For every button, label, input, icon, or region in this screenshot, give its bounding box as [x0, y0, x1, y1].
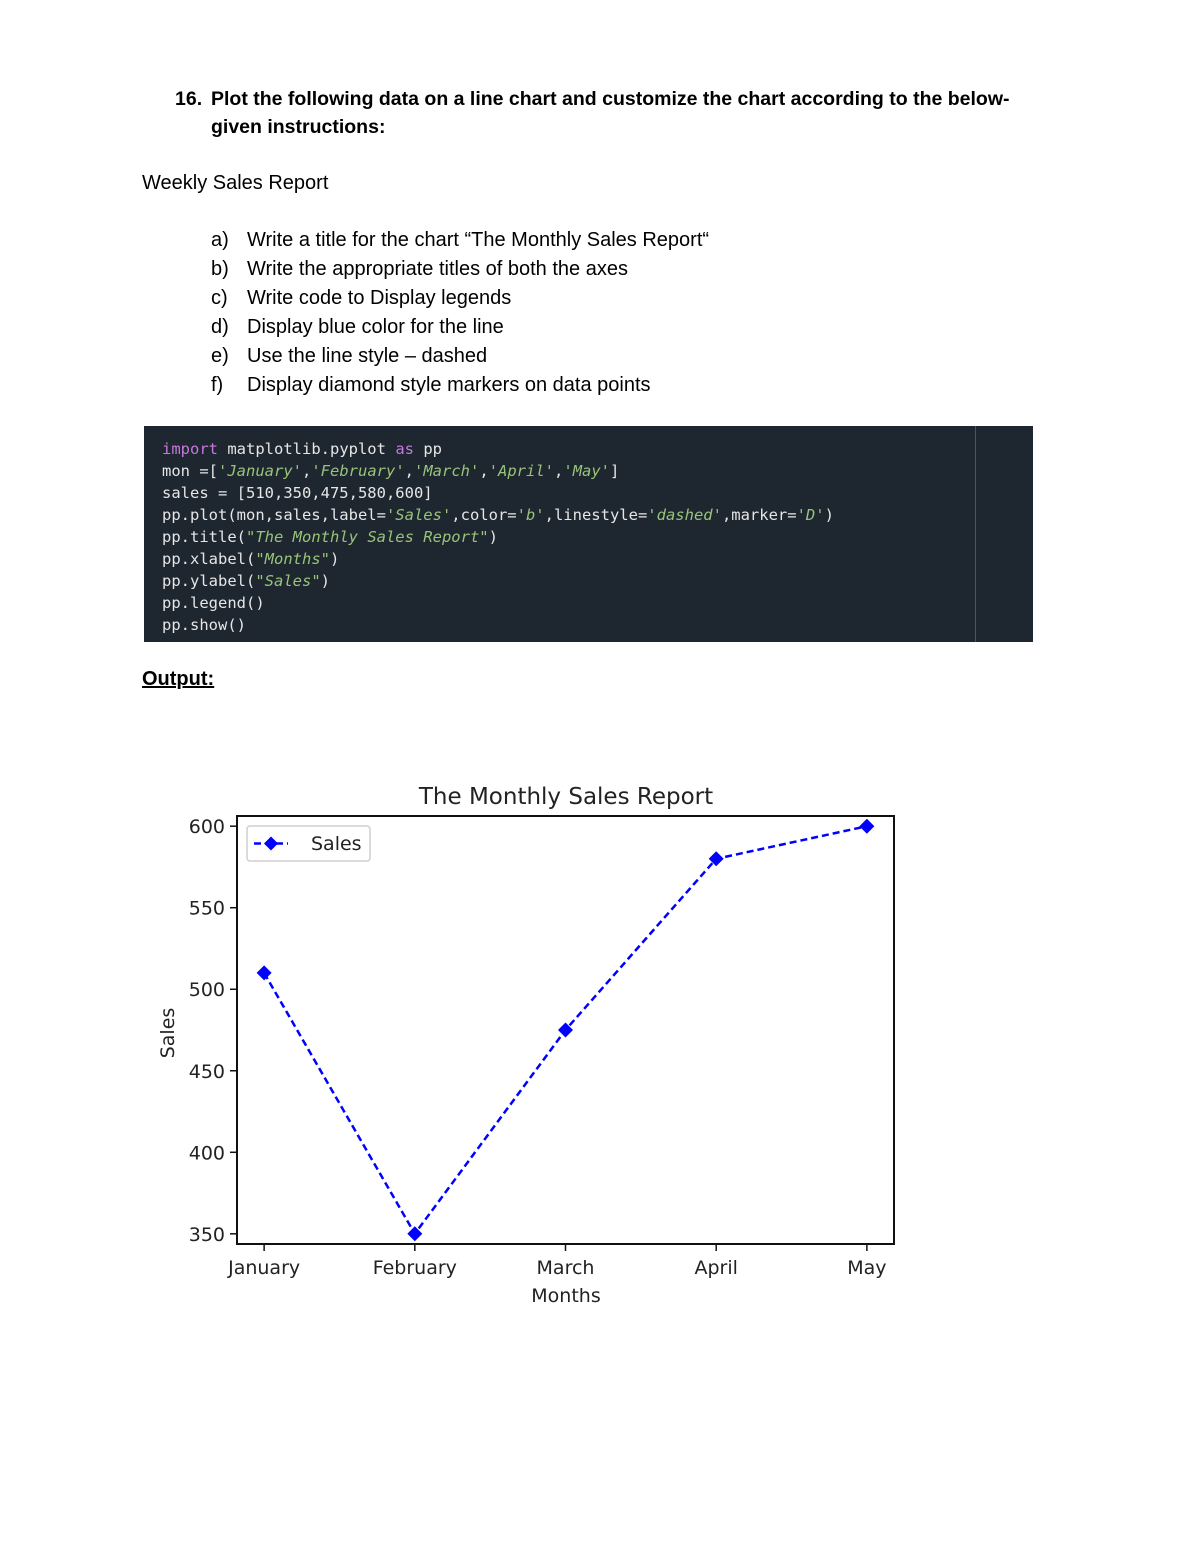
- code-block: [144, 426, 1033, 642]
- list-item-text: Use the line style – dashed: [247, 345, 488, 367]
- list-item-text: Write a title for the chart “The Monthly Sales Report“: [247, 229, 710, 251]
- code-block-divider: [975, 426, 976, 642]
- list-item-label: c): [211, 287, 228, 309]
- x-tick-label: March: [536, 1257, 595, 1279]
- plot-layer: [189, 816, 887, 1279]
- code-line-6: pp.xlabel("Months"): [162, 550, 340, 568]
- list-item: [211, 371, 709, 400]
- y-tick-label: 450: [188, 1060, 225, 1083]
- list-item-label: a): [211, 229, 229, 251]
- list-item-text: Write the appropriate titles of both the axes: [247, 258, 628, 280]
- code-line-2: mon =['January','February','March','April','May']: [162, 462, 620, 480]
- output-label: Output:: [142, 668, 215, 690]
- legend-label: Sales: [311, 833, 362, 855]
- x-tick-label: February: [372, 1257, 457, 1279]
- instruction-list: [211, 226, 709, 400]
- x-tick-label: May: [847, 1257, 887, 1279]
- y-tick-label: 600: [188, 816, 225, 839]
- list-item: [211, 313, 709, 342]
- list-item-text: Write code to Display legends: [247, 287, 512, 309]
- list-item-label: e): [211, 345, 229, 367]
- list-item-label: f): [211, 374, 224, 396]
- list-item-text: Display blue color for the line: [247, 316, 504, 338]
- y-tick-label: 350: [188, 1223, 225, 1246]
- y-axis-label: Sales: [157, 1007, 179, 1059]
- question-number: 16.: [175, 88, 203, 110]
- question-text-line1: Plot the following data on a line chart and customize the chart according to the below-: [211, 88, 1010, 110]
- x-tick-label: April: [694, 1257, 738, 1279]
- list-item-text: Display diamond style markers on data points: [247, 374, 651, 396]
- code-line-7: pp.ylabel("Sales"): [162, 572, 330, 590]
- x-axis-label: Months: [531, 1285, 601, 1307]
- code-line-8: pp.legend(): [162, 594, 265, 612]
- data-point-marker: [859, 819, 874, 834]
- legend: [247, 826, 370, 861]
- list-item: [211, 342, 709, 371]
- y-tick-label: 400: [188, 1142, 225, 1165]
- chart-title: The Monthly Sales Report: [418, 784, 714, 810]
- code-line-1: import matplotlib.pyplot as pp: [162, 440, 442, 458]
- list-item: [211, 284, 709, 313]
- code-line-5: pp.title("The Monthly Sales Report"): [162, 528, 498, 546]
- list-item: [211, 255, 709, 284]
- line-chart: [140, 770, 920, 1330]
- list-item-label: b): [211, 258, 229, 280]
- code-line-4: pp.plot(mon,sales,label='Sales',color='b',linestyle='dashed',marker='D'): [162, 506, 834, 524]
- question-heading: [175, 85, 1075, 141]
- y-tick-label: 500: [188, 979, 225, 1002]
- list-item-label: d): [211, 316, 229, 338]
- data-point-marker: [257, 965, 272, 980]
- question-text-line2: given instructions:: [211, 116, 386, 138]
- code-line-3: sales = [510,350,475,580,600]: [162, 484, 433, 502]
- code-lines: [162, 438, 834, 636]
- y-tick-label: 550: [188, 897, 225, 920]
- section-subtitle: Weekly Sales Report: [142, 172, 329, 194]
- x-tick-label: January: [228, 1257, 301, 1279]
- code-line-9: pp.show(): [162, 616, 246, 634]
- list-item: [211, 226, 709, 255]
